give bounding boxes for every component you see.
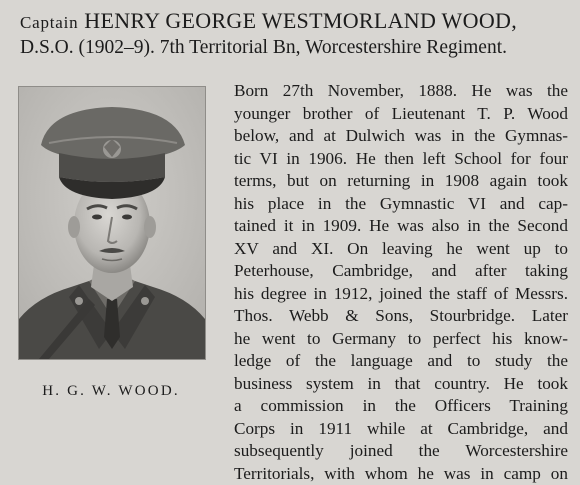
rank-label: Captain — [20, 13, 78, 32]
biography-text — [234, 80, 568, 485]
biography-line: Peterhouse, Cambridge, and after taking — [234, 260, 568, 283]
biography-line: his degree in 1912, joined the staff of Messrs. — [234, 283, 568, 306]
biography-line: below, and at Dulwich was in the Gymnas- — [234, 125, 568, 148]
biography-line: Born 27th November, 1888. He was the — [234, 80, 568, 103]
biography-line: tained it in 1909. He was also in the Second — [234, 215, 568, 238]
biography-line: his place in the Gymnastic VI and cap- — [234, 193, 568, 216]
portrait-photo — [18, 86, 206, 360]
biography-line: subsequently joined the Worcestershire — [234, 440, 568, 463]
portrait-caption: H. G. W. WOOD. — [18, 383, 204, 400]
biography-line: ledge of the language and to study the — [234, 350, 568, 373]
biography-line: business system in that country. He took — [234, 373, 568, 396]
biography-line: younger brother of Lieutenant T. P. Wood — [234, 103, 568, 126]
biography-line: XV and XI. On leaving he went up to — [234, 238, 568, 261]
biography-line: a commission in the Officers Training — [234, 395, 568, 418]
biography-line: Territorials, with whom he was in camp on — [234, 463, 568, 485]
biography-line: terms, but on returning in 1908 again took — [234, 170, 568, 193]
name-heading — [20, 8, 580, 36]
biography-line: he went to Germany to perfect his know- — [234, 328, 568, 351]
full-name: HENRY GEORGE WESTMORLAND WOOD, — [84, 8, 517, 33]
biography-line: Corps in 1911 while at Cambridge, and — [234, 418, 568, 441]
biography-line: Thos. Webb & Sons, Stourbridge. Later — [234, 305, 568, 328]
biography-line: tic VI in 1906. He then left School for four — [234, 148, 568, 171]
award-and-regiment: D.S.O. (1902–9). 7th Territorial Bn, Worcestershire Regiment. — [20, 37, 580, 59]
